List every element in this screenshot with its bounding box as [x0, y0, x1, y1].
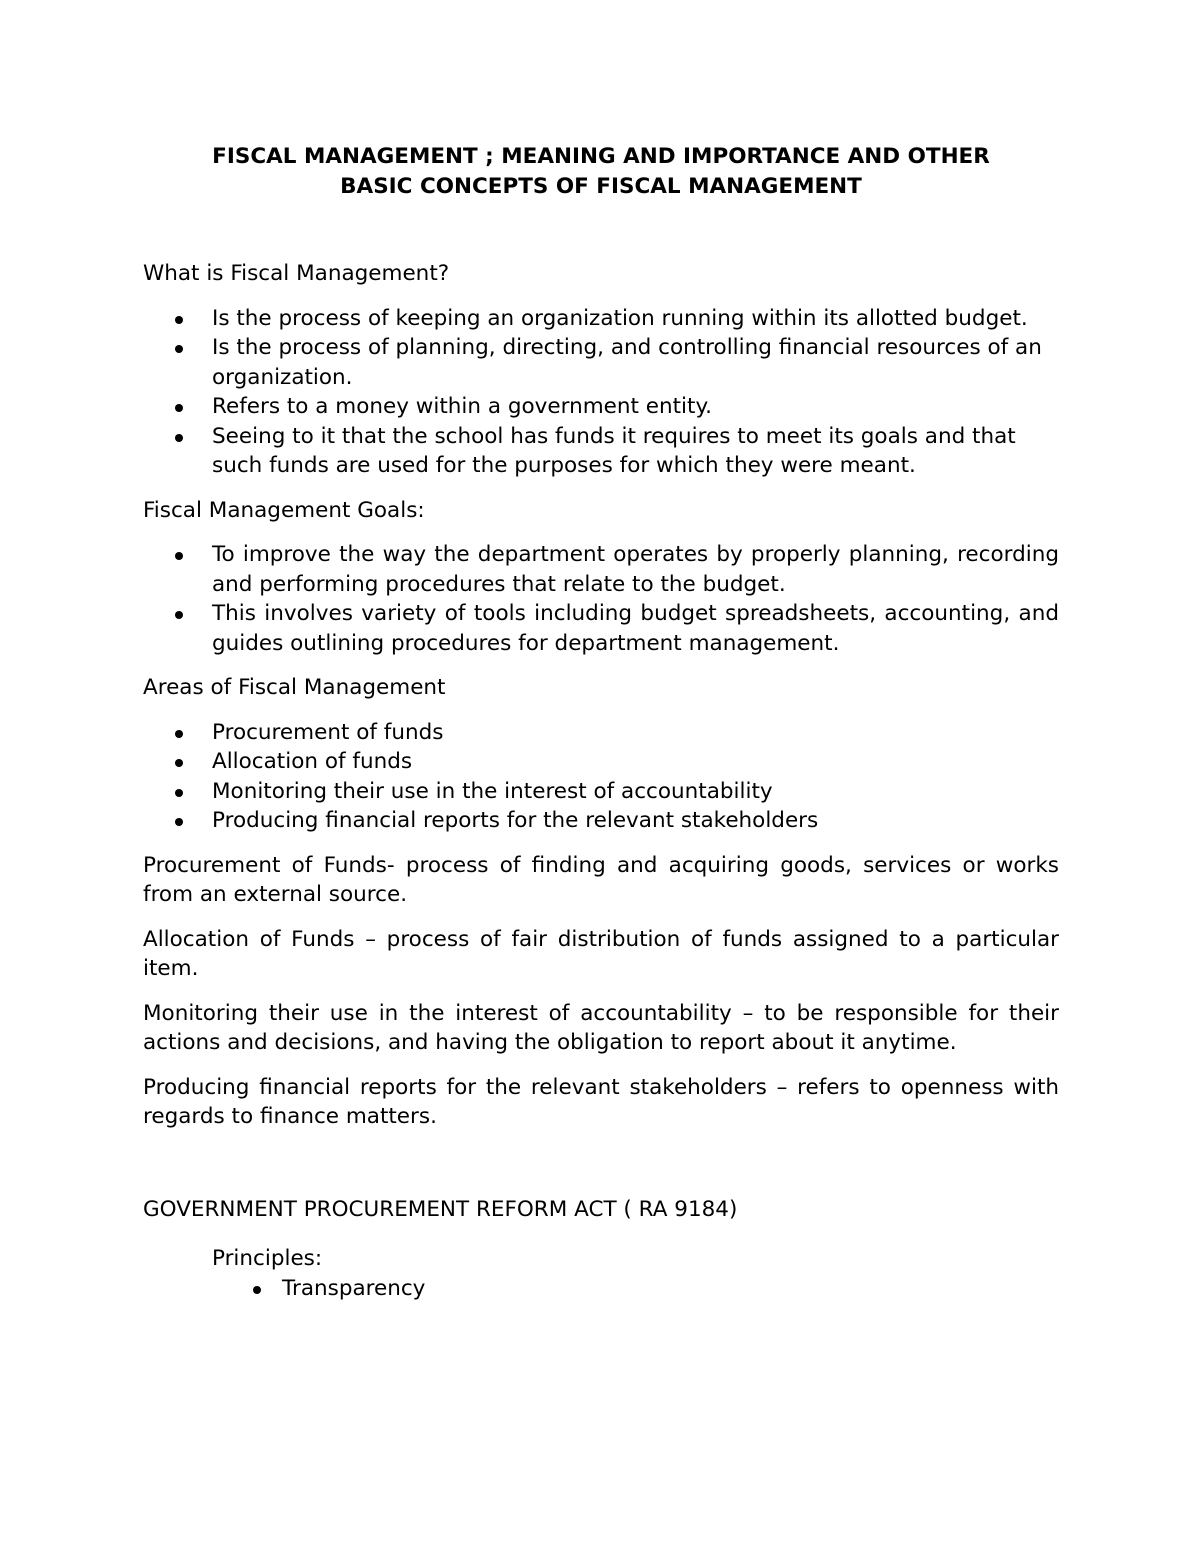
- act-heading: GOVERNMENT PROCUREMENT REFORM ACT ( RA 9184): [143, 1196, 738, 1222]
- list-item-text: This involves variety of tools including budget spreadsheets, accounting, and guides outlining procedures for department management.: [212, 601, 1059, 656]
- bullet-icon: [175, 611, 183, 619]
- bullet-icon: [175, 434, 183, 442]
- goals-heading: Fiscal Management Goals:: [143, 497, 425, 523]
- bullet-icon: [253, 1286, 261, 1294]
- section-spacer: [143, 1147, 1059, 1195]
- list-item-text: To improve the way the department operates by properly planning, recording and performing procedures that relate to the budget.: [212, 542, 1059, 597]
- list-item-text: Seeing to it that the school has funds it requires to meet its goals and that such funds are used for the purposes for which they were meant.: [212, 423, 1016, 478]
- bullet-icon: [175, 552, 183, 560]
- list-item-text: Procurement of funds: [212, 719, 444, 745]
- list-item-text: Is the process of keeping an organization running within its allotted budget.: [212, 305, 1028, 331]
- title-line-1: FISCAL MANAGEMENT ; MEANING AND IMPORTANCE AND OTHER: [212, 144, 990, 169]
- principles-label: Principles:: [212, 1246, 323, 1271]
- list-item: [143, 422, 1059, 481]
- title-line-2: BASIC CONCEPTS OF FISCAL MANAGEMENT: [340, 173, 862, 199]
- list-item: [143, 392, 1059, 422]
- bullet-icon: [175, 730, 183, 738]
- bullet-icon: [175, 316, 183, 324]
- list-item: [143, 718, 1059, 748]
- document-title: [143, 142, 1059, 201]
- list-item: [143, 806, 1059, 836]
- list-item: [143, 333, 1059, 392]
- list-item-text: Is the process of planning, directing, and controlling financial resources of an organization.: [212, 335, 1042, 390]
- areas-heading: Areas of Fiscal Management: [143, 675, 446, 700]
- list-item-text: Refers to a money within a government entity.: [212, 394, 712, 419]
- areas-list: [143, 718, 1059, 836]
- definition-paragraph: Procurement of Funds- process of finding and acquiring goods, services or works from an external source.: [143, 852, 1059, 907]
- list-item-text: Allocation of funds: [212, 749, 413, 774]
- bullet-icon: [175, 759, 183, 767]
- list-item: [143, 304, 1059, 334]
- list-item: [143, 599, 1059, 658]
- list-item: [143, 777, 1059, 807]
- what-is-heading: What is Fiscal Management?: [143, 261, 450, 286]
- list-item-text: Monitoring their use in the interest of accountability: [212, 778, 773, 804]
- bullet-icon: [175, 345, 183, 353]
- principles-list: [143, 1274, 1059, 1304]
- definition-paragraph: Allocation of Funds – process of fair distribution of funds assigned to a particular item.: [143, 926, 1059, 981]
- definition-paragraph: Monitoring their use in the interest of accountability – to be responsible for their actions and decisions, and having the obligation to report about it anytime.: [143, 1000, 1059, 1055]
- what-is-list: [143, 304, 1059, 481]
- list-item-text: Transparency: [282, 1275, 426, 1301]
- document-page: [143, 142, 1059, 1318]
- bullet-icon: [175, 789, 183, 797]
- list-item: [143, 1274, 1059, 1304]
- bullet-icon: [175, 404, 183, 412]
- list-item-text: Producing financial reports for the relevant stakeholders: [212, 808, 819, 833]
- list-item: [143, 747, 1059, 777]
- goals-list: [143, 540, 1059, 658]
- bullet-icon: [175, 818, 183, 826]
- list-item: [143, 540, 1059, 599]
- definition-paragraph: Producing financial reports for the relevant stakeholders – refers to openness with regards to finance matters.: [143, 1074, 1059, 1129]
